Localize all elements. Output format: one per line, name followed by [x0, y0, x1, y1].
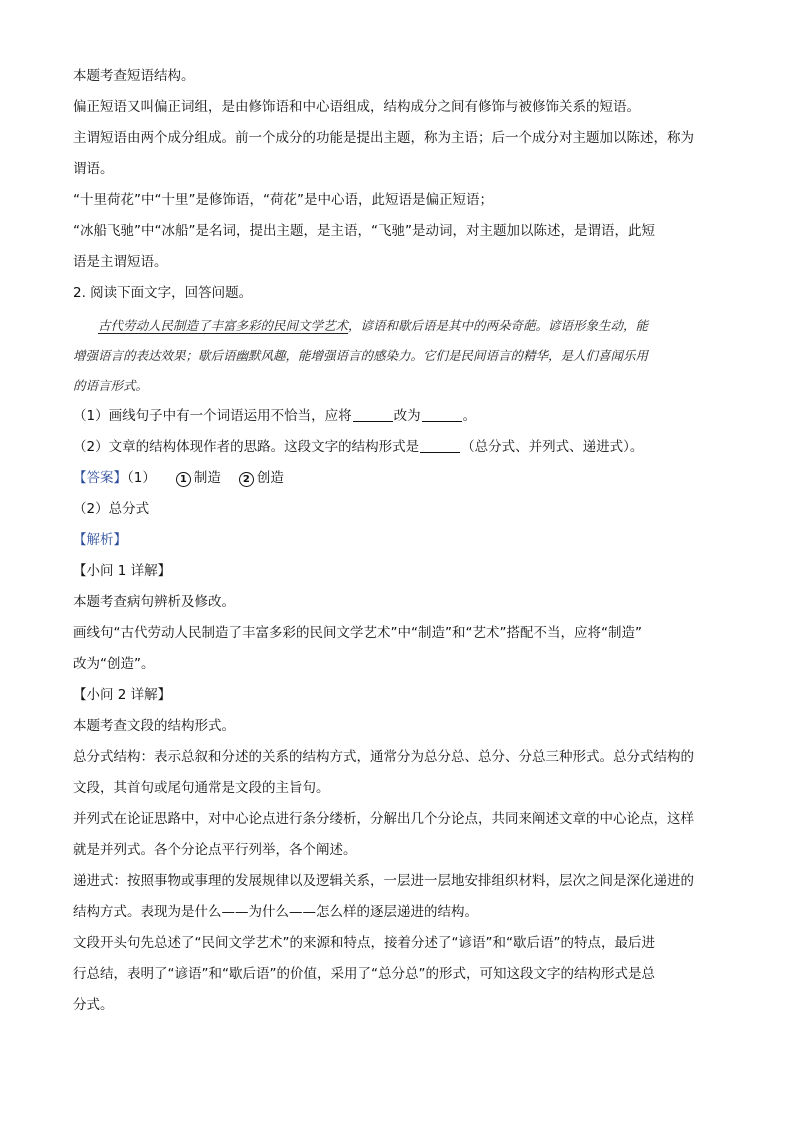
sub2-line-5: 就是并列式。各个分论点平行列举，各个阐述。: [73, 842, 357, 858]
sub2-line-2: 总分式结构：表示总叙和分述的关系的结构方式，通常分为总分总、总分、分总三种形式。总分式结构的: [73, 749, 694, 765]
underlined-sentence: 古代劳动人民制造了丰富多彩的民间文学艺术: [98, 318, 349, 333]
circled-number-2: 2: [239, 472, 254, 487]
sub1-line-3: 改为“创造”。: [73, 656, 155, 672]
analysis-label: 【解析】: [73, 532, 127, 548]
question-2: [73, 432, 723, 463]
question-1-suffix: 。: [462, 408, 477, 424]
intro-line-6: “冰船飞驰”中“冰船”是名词，提出主题，是主语，“飞驰”是动词，对主题加以陈述，是谓语，此短: [73, 223, 655, 239]
sub-question-1-title: 【小问 1 详解】: [73, 563, 172, 579]
sub2-line-10: 分式。: [73, 997, 114, 1013]
answer-blank-2: [422, 407, 462, 422]
question-heading: 2. 阅读下面文字，回答问题。: [73, 285, 253, 301]
intro-line-1: 本题考查短语结构。: [73, 68, 195, 84]
answer-label: 【答案】: [73, 470, 127, 486]
intro-line-4: 谓语。: [73, 161, 114, 177]
question-1-prefix: （1）画线句子中有一个词语运用不恰当，应将: [73, 408, 352, 424]
answer-part1-prefix: （1）: [127, 470, 156, 486]
answer-item-2-text: 创造: [256, 470, 284, 486]
sub2-line-8: 文段开头句先总述了“民间文学艺术”的来源和特点，接着分述了“谚语”和“歇后语”的特点，最后进: [73, 935, 655, 951]
sub2-line-3: 文段，其首句或尾句通常是文段的主旨句。: [73, 780, 330, 796]
sub2-line-4: 并列式在论证思路中，对中心论点进行条分缕析，分解出几个分论点，共同来阐述文章的中心论点，这样: [73, 811, 694, 827]
answer-line-2: （2）总分式: [73, 501, 150, 517]
passage-line-2: 增强语言的表达效果；歇后语幽默风趣，能增强语言的感染力。它们是民间语言的精华，是人们喜闻乐用: [73, 348, 649, 363]
answer-item-2: [239, 463, 284, 494]
passage-line-1-rest: ，谚语和歇后语是其中的两朵奇葩。谚语形象生动，能: [348, 318, 649, 333]
sub2-line-7: 结构方式。表现为是什么——为什么——怎么样的逐层递进的结构。: [73, 904, 478, 920]
intro-line-5: “十里荷花”中“十里”是修饰语，“荷花”是中心语，此短语是偏正短语；: [73, 192, 493, 208]
sub-question-2-title: 【小问 2 详解】: [73, 687, 172, 703]
sub1-line-2: 画线句“古代劳动人民制造了丰富多彩的民间文学艺术”中“制造”和“艺术”搭配不当，应将“制造”: [73, 625, 642, 641]
sub2-line-6: 递进式：按照事物或事理的发展规律以及逻辑关系，一层进一层地安排组织材料，层次之间是深化递进的: [73, 873, 694, 889]
sub1-line-1: 本题考查病句辨析及修改。: [73, 594, 235, 610]
sub2-line-9: 行总结，表明了“谚语”和“歇后语”的价值，采用了“总分总”的形式，可知这段文字的结构形式是总: [73, 966, 655, 982]
circled-number-1: 1: [176, 472, 191, 487]
intro-line-2: 偏正短语又叫偏正词组，是由修饰语和中心语组成，结构成分之间有修饰与被修饰关系的短语。: [73, 99, 640, 115]
answer-item-1: [176, 463, 221, 494]
question-2-prefix: （2）文章的结构体现作者的思路。这段文字的结构形式是: [73, 439, 420, 455]
answer-blank-1: [353, 407, 393, 422]
document-content: [73, 61, 723, 1021]
passage-line-1: [73, 311, 723, 341]
question-1: [73, 401, 723, 432]
passage-line-3: 的语言形式。: [73, 378, 149, 393]
question-1-middle: 改为: [393, 408, 421, 424]
intro-line-3: 主谓短语由两个成分组成。前一个成分的功能是提出主题，称为主语；后一个成分对主题加以陈述，称为: [73, 130, 694, 146]
sub2-line-1: 本题考查文段的结构形式。: [73, 718, 235, 734]
question-2-suffix: （总分式、并列式、递进式）。: [461, 439, 644, 455]
answer-item-1-text: 制造: [193, 470, 221, 486]
reading-passage: [73, 309, 723, 401]
answer-blank-3: [420, 438, 460, 453]
intro-line-7: 语是主谓短语。: [73, 254, 168, 270]
answer-line-1: [73, 463, 723, 494]
